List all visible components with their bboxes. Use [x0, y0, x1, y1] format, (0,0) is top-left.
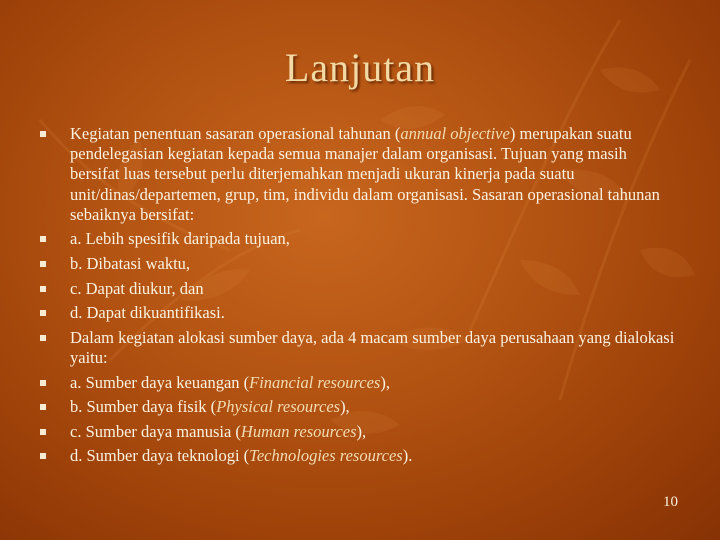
slide-title: Lanjutan: [284, 45, 436, 90]
list-item-text-end: ),: [380, 372, 390, 392]
list-item: [40, 279, 680, 299]
square-bullet-icon: [40, 380, 46, 386]
list-item: [40, 446, 680, 466]
list-item-italic: Financial resources: [249, 372, 381, 392]
square-bullet-icon: [40, 453, 46, 459]
square-bullet-icon: [40, 286, 46, 292]
list-item-italic: Technologies resources: [249, 446, 403, 466]
list-item-text-end: ).: [402, 446, 413, 466]
list-item-text-end: ),: [340, 397, 350, 417]
square-bullet-icon: [40, 335, 46, 341]
list-item-text-end: ) merupakan suatu pendelegasian kegiatan kepada semua manajer dalam organisasi. Tujuan yang masih bersifat luas tersebut perlu diterjemahkan menjadi ukuran kinerja pada suatu unit/dinas/departemen, grup, tim, individu dalam organisasi. Sasaran operasional tahunan sebaiknya bersifat:: [70, 124, 660, 224]
list-item: [40, 124, 680, 225]
list-item-text: a. Lebih spesifik daripada tujuan,: [70, 229, 290, 249]
square-bullet-icon: [40, 236, 46, 242]
square-bullet-icon: [40, 131, 46, 137]
list-item: [40, 328, 680, 368]
list-item-text: b. Sumber daya fisik (: [70, 397, 217, 417]
bullet-list: [40, 124, 680, 471]
list-item: [40, 254, 680, 274]
list-item-text: Kegiatan penentuan sasaran operasional tahunan (: [70, 124, 401, 143]
list-item: [40, 397, 680, 417]
page-number: 10: [663, 494, 678, 510]
list-item-text: Dalam kegiatan alokasi sumber daya, ada 4 macam sumber daya perusahaan yang dialokasi yaitu:: [70, 327, 675, 367]
square-bullet-icon: [40, 261, 46, 267]
list-item: [40, 229, 680, 249]
list-item: [40, 373, 680, 393]
list-item-italic: Physical resources: [216, 397, 341, 417]
list-item-text: d. Sumber daya teknologi (: [70, 446, 250, 466]
list-item-text: c. Dapat diukur, dan: [70, 278, 204, 298]
list-item-text-end: ),: [356, 421, 367, 441]
square-bullet-icon: [40, 310, 46, 316]
list-item: [40, 303, 680, 323]
list-item-text: b. Dibatasi waktu,: [70, 254, 191, 273]
list-item-text: c. Sumber daya manusia (: [70, 421, 241, 441]
list-item-text: a. Sumber daya keuangan (: [70, 372, 250, 392]
list-item-italic: annual objective: [400, 124, 510, 143]
list-item: [40, 422, 680, 442]
square-bullet-icon: [40, 404, 46, 410]
list-item-text: d. Dapat dikuantifikasi.: [70, 303, 225, 323]
square-bullet-icon: [40, 429, 46, 435]
list-item-italic: Human resources: [240, 421, 357, 441]
